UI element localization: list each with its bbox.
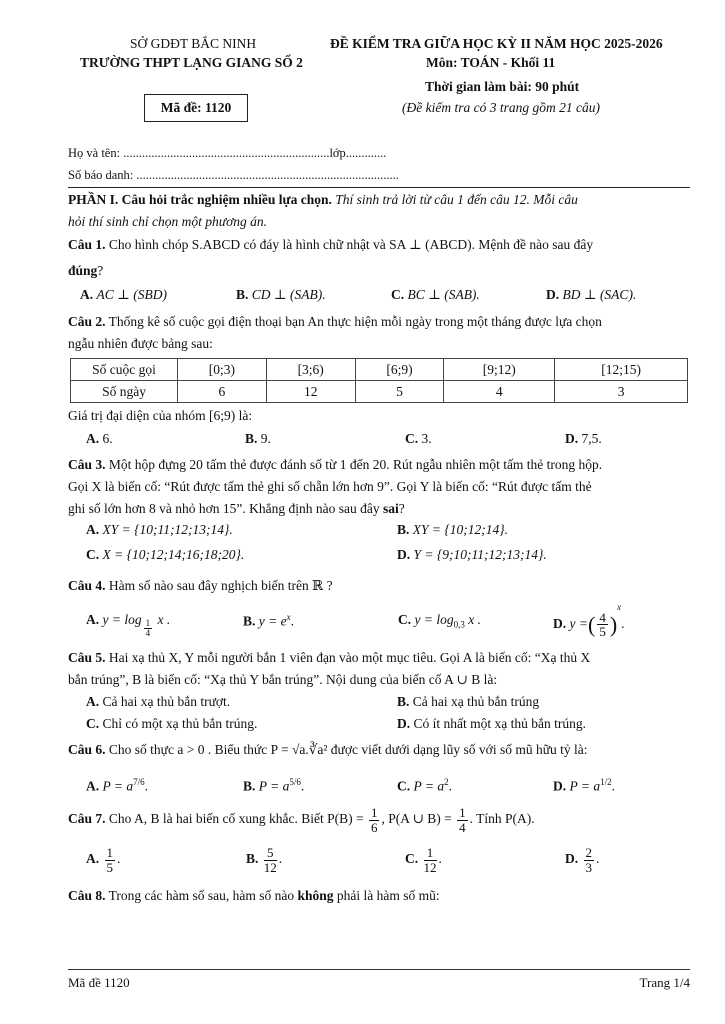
option-label: A.	[86, 522, 100, 537]
option-label: A.	[86, 612, 100, 627]
question-4	[68, 578, 690, 594]
table-cell: [6;9)	[355, 359, 444, 381]
option-text: Chỉ có một xạ thủ bắn trúng.	[102, 716, 258, 731]
exam-note: (Đề kiểm tra có 3 trang gồm 21 câu)	[402, 100, 600, 115]
pb-fraction	[369, 806, 380, 834]
fraction-numerator: 1	[106, 845, 113, 860]
part1-instructions: Thí sinh trả lời từ câu 1 đến câu 12. Mỗi câu	[331, 192, 578, 207]
q3-option-b[interactable]	[397, 522, 508, 538]
q2-option-a[interactable]	[86, 431, 113, 447]
table-cell: Số ngày	[71, 381, 178, 403]
exponent: 1/2	[600, 777, 612, 787]
question-5-line2: bắn trúng”, B là biến cố: “Xạ thủ Y bắn trúng”. Nội dung của biến cố A ∪ B là:	[68, 672, 498, 687]
question-3-text: Một hộp đựng 20 tấm thẻ được đánh số từ 1 đến 20. Rút ngẫu nhiên một tấm thẻ trong hộp.	[105, 457, 603, 472]
question-1-line2	[68, 263, 690, 279]
fraction-denominator: 5	[106, 859, 113, 875]
fraction-numerator: 1	[459, 805, 466, 820]
option-label: C.	[86, 547, 100, 562]
option-label: B.	[243, 613, 256, 629]
option-text: 6.	[102, 431, 113, 446]
table-cell: 12	[266, 381, 355, 403]
subject: Môn: TOÁN - Khối 11	[426, 55, 556, 70]
q3-option-c[interactable]	[86, 547, 244, 563]
question-1-label: Câu 1.	[68, 237, 106, 252]
option-label: C.	[398, 612, 412, 627]
part1-instructions-2: hỏi thí sinh chỉ chọn một phương án.	[68, 214, 268, 229]
table-cell: 4	[444, 381, 555, 403]
exam-title: ĐỀ KIỂM TRA GIỮA HỌC KỲ II NĂM HỌC 2025-2026	[330, 36, 663, 51]
option-fraction	[264, 846, 277, 874]
option-label: C.	[86, 716, 100, 731]
question-3-line2: Gọi X là biến cố: “Rút được tấm thẻ ghi số chẵn lớn hơn 9”. Gọi Y là biến cố: “Rút được tấm thẻ	[68, 479, 592, 494]
student-id-line: Số báo danh: ....................................................................................	[68, 168, 399, 182]
option-text: y = log	[102, 612, 142, 627]
footer-page-number: Trang 1/4	[639, 975, 690, 990]
question-1-text: Cho hình chóp S.ABCD có đáy là hình chữ nhật và SA ⊥ (ABCD). Mệnh đề nào sau đây	[105, 237, 594, 252]
option-label: B.	[236, 287, 249, 302]
option-label: C.	[405, 851, 419, 867]
question-2	[68, 314, 690, 330]
question-5-text: Hai xạ thủ X, Y mỗi người bắn 1 viên đạn vào một mục tiêu. Gọi A là biến cố: “Xạ thủ X	[105, 650, 591, 665]
option-text: BD ⊥ (SAC).	[562, 287, 637, 302]
student-name-line: Họ và tên: ..................................................................lớp.............	[68, 146, 387, 160]
option-text: 3.	[421, 431, 432, 446]
option-label: B.	[246, 851, 259, 867]
option-tail: .	[290, 613, 294, 629]
table-row	[71, 359, 688, 381]
option-label: B.	[245, 431, 258, 446]
question-6	[68, 742, 690, 758]
option-text: P = a	[102, 778, 134, 794]
left-paren: (	[587, 611, 596, 637]
q6-option-d[interactable]: D. $P = a^{1/2}$.	[553, 777, 616, 794]
table-cell: [12;15)	[555, 359, 688, 381]
question-3	[68, 457, 690, 473]
q7-option-a[interactable]: A. $\frac{1}{5}$ .	[86, 845, 121, 875]
q5-option-b[interactable]	[397, 694, 539, 710]
log-base: 0,3	[453, 619, 465, 630]
fraction-numerator: 1	[424, 846, 437, 861]
log-base-fraction	[144, 619, 153, 639]
table-cell: [3;6)	[266, 359, 355, 381]
q1-option-a[interactable]	[80, 287, 167, 303]
option-text: AC ⊥ (SBD)	[96, 287, 167, 302]
pab-fraction	[457, 806, 468, 834]
question-2-text: Thống kê số cuộc gọi điện thoại bạn An thực hiện mỗi ngày trong một tháng được lựa chọn	[105, 314, 602, 329]
option-text: 7,5.	[581, 431, 602, 446]
exponent: 7/6	[133, 777, 145, 787]
question-3-qmark: ?	[398, 501, 405, 516]
fraction-numerator: 2	[585, 845, 592, 860]
q1-option-d[interactable]	[546, 287, 636, 303]
option-text: 9.	[260, 431, 271, 446]
fraction-numerator: 1	[370, 805, 378, 820]
q4-option-a[interactable]	[86, 612, 170, 638]
option-text: XY = {10;11;12;13;14}.	[102, 522, 233, 537]
fraction-numerator: 1	[145, 617, 151, 628]
fraction-denominator: 4	[145, 628, 151, 638]
question-3-text3: ghi số lớn hơn 8 và nhỏ hơn 15”. Khẳng định nào sau đây	[68, 501, 384, 516]
option-label: A.	[80, 287, 94, 302]
option-text: y = log	[414, 612, 454, 627]
option-label: D.	[553, 616, 567, 631]
question-1-qmark: ?	[97, 263, 104, 278]
q4-option-c[interactable]	[398, 612, 481, 630]
q2-option-c[interactable]	[405, 431, 432, 447]
exam-time: Thời gian làm bài: 90 phút	[425, 79, 580, 94]
question-7-text-a: Cho A, B là hai biến cố xung khắc. Biết P(B) =	[105, 811, 364, 827]
table-cell: [0;3)	[178, 359, 267, 381]
fraction-denominator: 12	[263, 859, 277, 875]
q2-option-b[interactable]	[245, 431, 271, 447]
exponent: x	[617, 602, 622, 612]
exam-code-box: Mã đề: 1120	[144, 94, 248, 122]
option-label: B.	[243, 778, 256, 794]
q7-option-d[interactable]: D. $\frac{2}{3}$ .	[565, 845, 600, 875]
table-cell: 3	[555, 381, 688, 403]
header-divider	[68, 187, 690, 188]
fraction-denominator: 5	[599, 624, 606, 640]
question-7-label: Câu 7.	[68, 811, 106, 827]
option-label: D.	[546, 287, 560, 302]
question-3-label: Câu 3.	[68, 457, 106, 472]
option-label: D.	[397, 716, 411, 731]
question-1-emphasis: đúng	[68, 263, 98, 278]
q5-option-a[interactable]	[86, 694, 230, 710]
question-7	[68, 806, 690, 834]
department-name: SỞ GDĐT BẮC NINH	[130, 36, 257, 51]
question-5-label: Câu 5.	[68, 650, 106, 665]
option-text: y =	[569, 616, 588, 631]
option-label: D.	[565, 431, 579, 446]
question-6-label: Câu 6.	[68, 742, 106, 757]
table-row	[71, 381, 688, 403]
option-label: A.	[86, 851, 100, 867]
question-7-text-b: , P(A ∪ B) =	[381, 811, 452, 827]
question-4-text: Hàm số nào sau đây nghịch biến trên ℝ ?	[105, 578, 333, 593]
part1-title: PHẦN I. Câu hỏi trắc nghiệm nhiều lựa chọn.	[68, 192, 332, 207]
option-label: B.	[397, 694, 410, 709]
q3-option-d[interactable]	[397, 547, 547, 563]
option-text: CD ⊥ (SAB).	[251, 287, 326, 302]
q7-option-c[interactable]: C. $\frac{1}{12}$ .	[405, 845, 442, 875]
table-cell: Số cuộc gọi	[71, 359, 178, 381]
right-paren: )	[609, 611, 618, 637]
fraction-numerator: 5	[264, 846, 277, 861]
option-text: XY = {10;12;14}.	[412, 522, 509, 537]
question-1	[68, 237, 690, 253]
option-fraction	[105, 846, 116, 874]
option-label: A.	[86, 694, 100, 709]
question-2-label: Câu 2.	[68, 314, 106, 329]
fraction-numerator: 4	[599, 609, 606, 625]
option-tail: .	[621, 616, 625, 631]
option-fraction	[424, 846, 437, 874]
option-text: Y = {9;10;11;12;13;14}.	[413, 547, 547, 562]
footer-divider	[68, 969, 690, 970]
option-text: P = a	[413, 778, 445, 794]
option-label: A.	[86, 431, 100, 446]
option-text: BC ⊥ (SAB).	[407, 287, 480, 302]
frequency-table	[70, 358, 688, 403]
q6-option-b[interactable]: B. $P = a^{5/6}$.	[243, 777, 305, 794]
q6-option-a[interactable]: A. $P = a^{7/6}$.	[86, 777, 149, 794]
option-label: C.	[397, 778, 411, 794]
question-8-label: Câu 8.	[68, 888, 106, 903]
q5-option-c[interactable]	[86, 716, 257, 732]
exponent: x	[286, 612, 291, 622]
question-2-line2: ngẫu nhiên được bảng sau:	[68, 336, 213, 351]
option-text: P = a	[258, 778, 290, 794]
q1-option-c[interactable]	[391, 287, 480, 303]
question-8-text: Trong các hàm số sau, hàm số nào	[105, 888, 298, 903]
q7-option-b[interactable]: B. $\frac{5}{12}$ .	[246, 845, 283, 875]
option-fraction	[584, 846, 595, 874]
question-8-text-c: phải là hàm số mũ:	[333, 888, 440, 903]
option-tail: x .	[464, 612, 481, 627]
option-label: D.	[565, 851, 579, 867]
footer-exam-code: Mã đề 1120	[68, 975, 130, 990]
option-text: P = a	[569, 778, 601, 794]
question-6-text: Cho số thực a > 0 . Biểu thức P = √a.∛a² được viết dưới dạng lũy số với số mũ hữu tỷ là:	[105, 742, 588, 757]
exponent: 5/6	[289, 777, 301, 787]
fraction-denominator: 4	[459, 819, 466, 835]
option-text: Có ít nhất một xạ thủ bắn trúng.	[413, 716, 586, 731]
exponent: 2	[444, 777, 449, 787]
option-label: A.	[86, 778, 100, 794]
fraction-denominator: 6	[370, 819, 378, 835]
fraction-denominator: 3	[585, 859, 592, 875]
option-label: D.	[553, 778, 567, 794]
option-text: Cả hai xạ thủ bắn trúng	[412, 694, 540, 709]
option-text: y = e	[258, 613, 287, 629]
question-7-text-c: . Tính P(A).	[469, 811, 535, 827]
option-label: C.	[405, 431, 419, 446]
question-8-emphasis: không	[297, 888, 334, 903]
q4-option-d[interactable]	[553, 602, 625, 639]
school-name: TRƯỜNG THPT LẠNG GIANG SỐ 2	[80, 55, 303, 70]
option-label: C.	[391, 287, 405, 302]
part1-heading	[68, 192, 690, 208]
base-fraction	[597, 611, 608, 639]
option-label: D.	[397, 547, 411, 562]
question-2-prompt: Giá trị đại diện của nhóm [6;9) là:	[68, 408, 253, 423]
q3-option-a[interactable]	[86, 522, 233, 538]
option-label: B.	[397, 522, 410, 537]
table-cell: 5	[355, 381, 444, 403]
question-3-line3	[68, 501, 690, 517]
q5-option-d[interactable]	[397, 716, 586, 732]
q2-option-d[interactable]	[565, 431, 602, 447]
table-cell: [9;12)	[444, 359, 555, 381]
question-8	[68, 888, 690, 904]
fraction-denominator: 12	[423, 859, 437, 875]
option-tail: x .	[154, 612, 171, 627]
q4-option-b[interactable]	[243, 612, 294, 630]
q1-option-b[interactable]	[236, 287, 326, 303]
question-4-label: Câu 4.	[68, 578, 106, 593]
q6-option-c[interactable]: C. $P = a^2$.	[397, 777, 452, 794]
option-text: Cả hai xạ thủ bắn trượt.	[102, 694, 231, 709]
question-3-emphasis: sai	[383, 501, 399, 516]
table-cell: 6	[178, 381, 267, 403]
question-5	[68, 650, 690, 666]
option-text: X = {10;12;14;16;18;20}.	[102, 547, 245, 562]
